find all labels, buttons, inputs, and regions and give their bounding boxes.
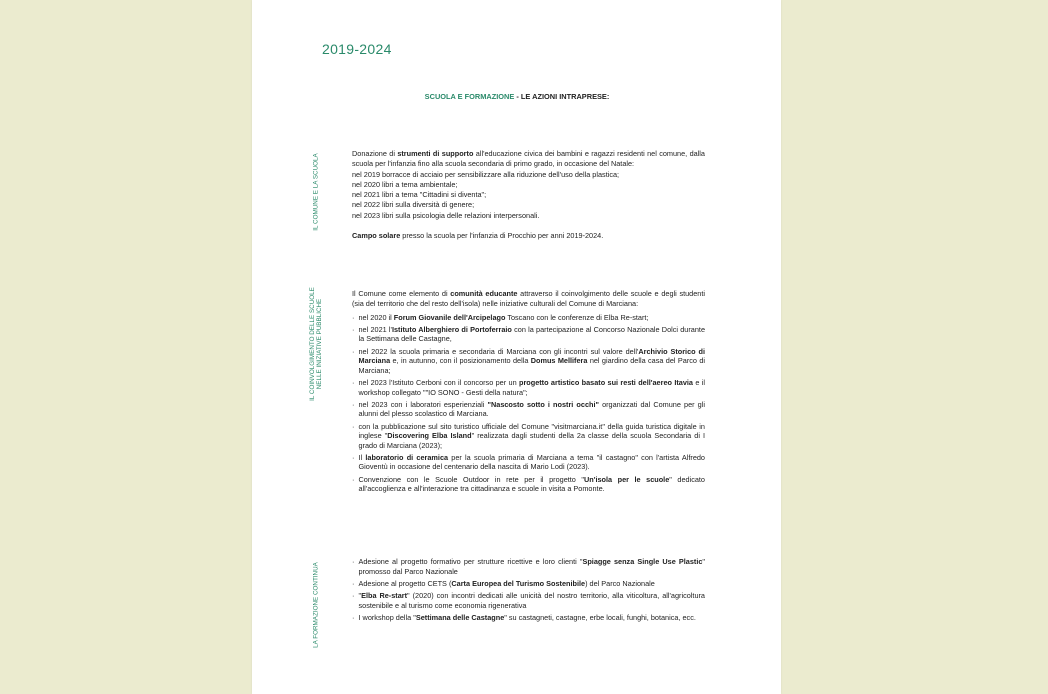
bold-text: Archivio Storico di Marciana bbox=[358, 346, 705, 366]
section-formazione bbox=[352, 557, 705, 625]
bold-text: progetto artistico basato sui resti dell'aereo Itavia bbox=[518, 377, 693, 387]
heading-subtitle: - LE AZIONI INTRAPRESE: bbox=[514, 92, 610, 101]
bold-text: Carta Europea del Turismo Sostenibile bbox=[451, 578, 586, 588]
section-coinvolgimento bbox=[352, 289, 705, 496]
list-item bbox=[352, 557, 705, 576]
text-run: " (2020) con incontri dedicati alle unicità del nostro territorio, alla viticoltura, all'agricoltura sostenibile e al turismo come economia rigenerativa bbox=[358, 590, 705, 610]
text-run: nel 2023 con i laboratori esperienziali bbox=[358, 399, 488, 409]
paragraph bbox=[352, 180, 705, 190]
section-heading bbox=[352, 92, 682, 101]
text-run: organizzati dal Comune per gli alunni del plesso scolastico di Marciana. bbox=[358, 399, 705, 419]
text-run: attraverso il coinvolgimento delle scuole e degli studenti (sia del territorio che del resto dell'isola) nelle iniziative culturali del Comune di Marciana: bbox=[352, 289, 705, 309]
text-run: Adesione al progetto CETS ( bbox=[358, 578, 452, 588]
text-run: " realizzata dagli studenti della 2a classe della scuola Secondaria di I grado di Marciana (2023); bbox=[358, 431, 705, 450]
text-run: con la pubblicazione sul sito turistico ufficiale del Comune "visitmarciana.it" della guida turistica digitale in inglese " bbox=[358, 421, 705, 441]
text-run: nel 2020 il bbox=[358, 312, 394, 322]
paragraph bbox=[352, 289, 705, 310]
text-run: nel 2023 libri sulla psicologia delle relazioni interpersonali. bbox=[352, 210, 540, 220]
section-comune-scuola bbox=[352, 149, 705, 241]
bold-text: comunità educante bbox=[450, 289, 518, 298]
list-item bbox=[352, 347, 705, 376]
text-run: nel 2020 libri a tema ambientale; bbox=[352, 179, 458, 189]
bullet-list bbox=[352, 313, 705, 494]
section-label-coinvolgimento bbox=[309, 287, 323, 401]
bold-text: laboratorio di ceramica bbox=[365, 452, 449, 462]
bold-text: Istituto Alberghiero di Portoferraio bbox=[391, 324, 512, 334]
text-run: " bbox=[358, 590, 362, 600]
text-run: " dedicato all'accoglienza e all'interazione tra cittadinanza e scuole in visita a Pomonte. bbox=[358, 474, 705, 494]
text-run: per la scuola primaria di Marciana a tema "il castagno" con l'artista Alfredo Gioventù in occasione del centenario della nascita di Mario Lodi (2023). bbox=[358, 452, 705, 472]
text-run: Adesione al progetto formativo per strutture ricettive e loro clienti " bbox=[358, 557, 583, 566]
list-item bbox=[352, 313, 705, 323]
bold-text: "Nascosto sotto i nostri occhi" bbox=[487, 399, 599, 409]
text-run: Donazione di bbox=[352, 149, 398, 158]
heading-topic: SCUOLA E FORMAZIONE bbox=[424, 92, 515, 101]
text-run: Toscano con le conferenze di Elba Re-start; bbox=[505, 312, 649, 322]
section-label-scuola bbox=[313, 153, 320, 230]
text-run: nel 2022 libri sulla diversità di genere; bbox=[352, 200, 475, 210]
text-run: ) del Parco Nazionale bbox=[585, 578, 655, 588]
text-run: I workshop della " bbox=[358, 612, 416, 622]
list-item bbox=[352, 579, 705, 589]
bold-text: Campo solare bbox=[352, 231, 401, 241]
text-run: nel 2021 l' bbox=[358, 324, 392, 334]
bold-text: Spiagge senza Single Use Plastic bbox=[582, 557, 703, 566]
list-item bbox=[352, 400, 705, 419]
text-run: Convenzione con le Scuole Outdoor in rete per il progetto " bbox=[358, 474, 584, 484]
paragraph bbox=[352, 190, 705, 200]
bold-text: Settimana delle Castagne bbox=[415, 612, 505, 622]
paragraph bbox=[352, 149, 705, 170]
section-label-line: LA FORMAZIONE CONTINUA bbox=[312, 562, 320, 648]
period-title: 2019-2024 bbox=[322, 41, 392, 57]
text-run: con la partecipazione al Concorso Nazionale Dolci durante la Settimana delle Castagne, bbox=[358, 324, 706, 344]
text-run: presso la scuola per l'infanzia di Procchio per anni 2019-2024. bbox=[400, 231, 604, 241]
text-run: e, in autunno, con il posizionamento della bbox=[390, 356, 531, 366]
section-label-line: IL COMUNE E LA SCUOLA bbox=[312, 153, 320, 231]
paragraph bbox=[352, 231, 705, 241]
section-label-line: IL COINVOLGIMENTO DELLE SCUOLE bbox=[309, 287, 316, 401]
text-run: nel 2023 l'Istituto Cerboni con il concorso per un bbox=[358, 377, 519, 387]
bold-text: Domus Mellifera bbox=[530, 356, 588, 366]
list-item bbox=[352, 325, 705, 344]
bold-text: Un'isola per le scuole bbox=[584, 474, 670, 484]
bullet-list bbox=[352, 557, 705, 622]
text-run: Il Comune come elemento di bbox=[352, 289, 451, 298]
bold-text: Discovering Elba Island bbox=[387, 431, 472, 441]
paragraph bbox=[352, 170, 705, 180]
text-run: " promosso dal Parco Nazionale bbox=[358, 557, 705, 576]
list-item bbox=[352, 591, 705, 610]
text-run: " su castagneti, castagne, erbe locali, funghi, botanica, ecc. bbox=[504, 612, 696, 622]
list-item bbox=[352, 453, 705, 472]
text-run: nel 2022 la scuola primaria e secondaria di Marciana con gli incontri sul valore dell' bbox=[358, 346, 639, 356]
bold-text: Elba Re-start bbox=[361, 590, 408, 600]
text-run: nel 2021 libri a tema "Cittadini si diventa"; bbox=[352, 190, 487, 200]
text-run: Il bbox=[358, 452, 366, 462]
bold-text: Forum Giovanile dell'Arcipelago bbox=[393, 312, 506, 322]
list-item bbox=[352, 613, 705, 623]
paragraph bbox=[352, 200, 705, 210]
list-item bbox=[352, 422, 705, 451]
bold-text: strumenti di supporto bbox=[397, 149, 474, 158]
paragraph bbox=[352, 221, 705, 231]
text-run: e il workshop collegato ""IO SONO - Gesti della natura"; bbox=[358, 377, 705, 397]
text-run: nel giardino della casa del Parco di Marciana; bbox=[358, 356, 705, 375]
text-run: all'educazione civica dei bambini e ragazzi residenti nel comune, dalla scuola per l'infanzia fino alla scuola secondaria di primo grado, in occasione del Natale: bbox=[352, 149, 705, 169]
paragraph bbox=[352, 211, 705, 221]
text-run: nel 2019 borracce di acciaio per sensibilizzare alla riduzione dell'uso della plastica; bbox=[352, 169, 620, 179]
section-label-formazione bbox=[313, 562, 320, 648]
list-item bbox=[352, 378, 705, 397]
list-item bbox=[352, 475, 705, 494]
section-label-line: NELLE INIZIATIVE PUBBLICHE bbox=[316, 298, 323, 390]
